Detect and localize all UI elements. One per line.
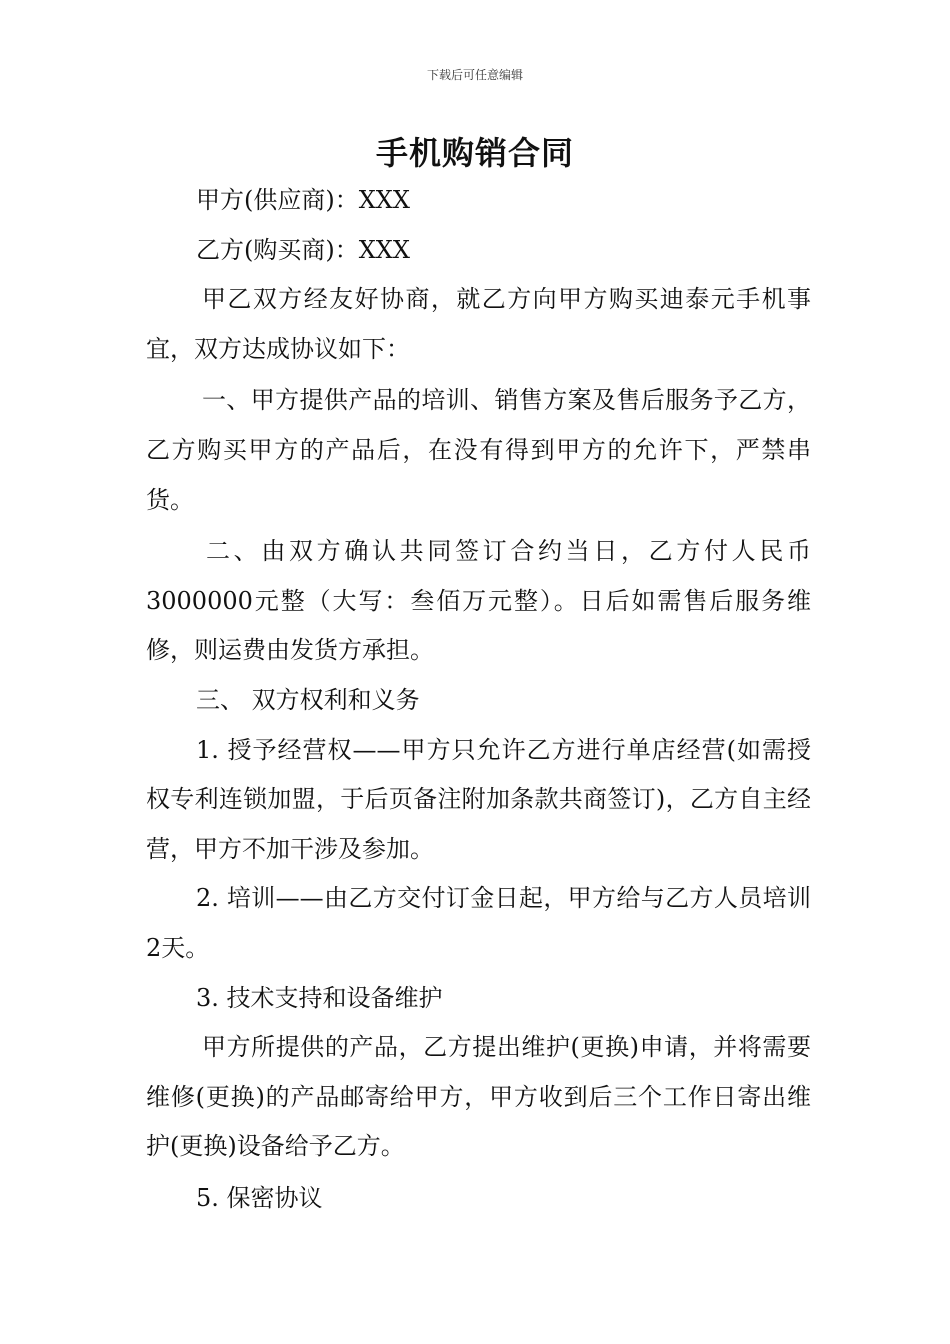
intro-paragraph: 甲乙双方经友好协商，就乙方向甲方购买迪泰元手机事宜，双方达成协议如下： [146, 285, 811, 363]
clause-3-heading: 三、 双方权利和义务 [196, 685, 420, 714]
item-1-paragraph: 1. 授予经营权——甲方只允许乙方进行单店经营(如需授权专利连锁加盟，于后页备注附加条款共商签订)，乙方自主经营，甲方不加干涉及参加。 [146, 735, 811, 863]
document-body [146, 176, 811, 1223]
item-3-heading: 3. 技术支持和设备维护 [196, 983, 443, 1012]
clause-2-paragraph: 二、由双方确认共同签订合约当日，乙方付人民币3000000元整（大写：叁佰万元整）。日后如需售后服务维修，则运费由发货方承担。 [146, 537, 811, 665]
clause-1-paragraph: 一、甲方提供产品的培训、销售方案及售后服务予乙方，乙方购买甲方的产品后，在没有得到甲方的允许下，严禁串货。 [146, 386, 811, 514]
document-title: 手机购销合同 [375, 134, 574, 172]
item-3-detail-paragraph: 甲方所提供的产品，乙方提出维护(更换)申请，并将需要维修(更换)的产品邮寄给甲方，甲方收到后三个工作日寄出维护(更换)设备给予乙方。 [146, 1033, 811, 1161]
item-5-heading: 5. 保密协议 [196, 1183, 323, 1212]
party-b-line: 乙方(购买商)：XXX [196, 235, 410, 264]
item-2-paragraph: 2. 培训——由乙方交付订金日起，甲方给与乙方人员培训2天。 [146, 884, 811, 962]
party-a-line: 甲方(供应商)：XXX [196, 186, 410, 214]
header-note: 下载后可任意编辑 [426, 68, 523, 82]
